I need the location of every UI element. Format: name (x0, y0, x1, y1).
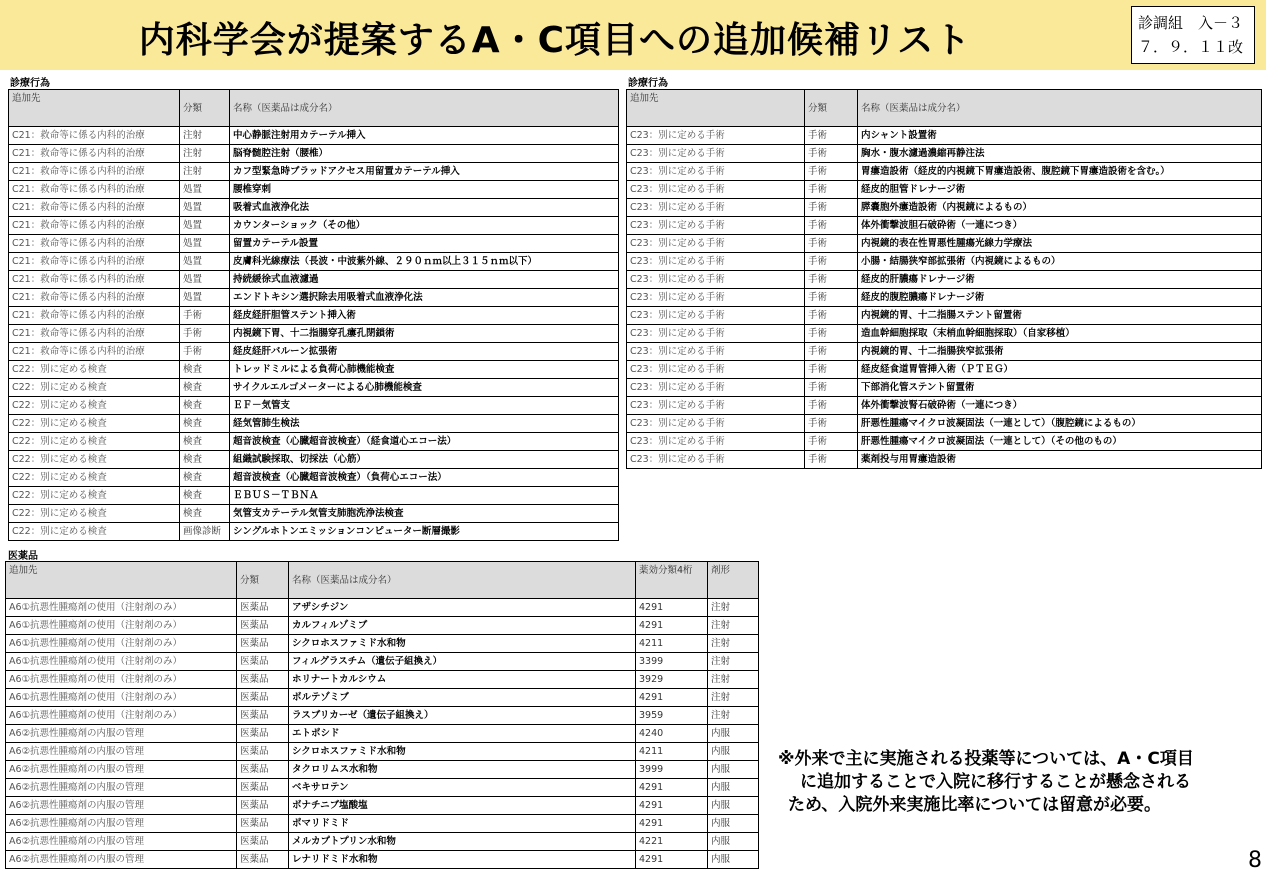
table-row (6, 833, 759, 851)
cell-destination: C23：別に定める手術 (627, 325, 805, 343)
cell-destination: A6①抗悪性腫瘍剤の使用（注射剤のみ） (6, 599, 237, 617)
cell-efficacy-code: 4240 (636, 725, 708, 743)
caution-note (778, 748, 1258, 817)
cell-dosage-form: 内服 (708, 743, 759, 761)
cell-name: エンドトキシン選択除去用吸着式血液浄化法 (230, 289, 619, 307)
header-efficacy-code: 薬効分類4桁 (636, 562, 708, 599)
cell-destination: C23：別に定める手術 (627, 307, 805, 325)
cell-dosage-form: 内服 (708, 761, 759, 779)
cell-category: 手術 (805, 217, 858, 235)
cell-category: 手術 (180, 343, 230, 361)
cell-efficacy-code: 4291 (636, 779, 708, 797)
cell-destination: A6①抗悪性腫瘍剤の使用（注射剤のみ） (6, 689, 237, 707)
table-row (6, 599, 759, 617)
table-row (6, 635, 759, 653)
cell-category: 手術 (805, 271, 858, 289)
note-line-1: ※外来で主に実施される投薬等については、A・C項目 (778, 749, 1194, 769)
table-row (627, 289, 1262, 307)
cell-category: 手術 (805, 415, 858, 433)
stamp-line-1: 診調組 入－３ (1138, 14, 1244, 32)
cell-category: 手術 (180, 325, 230, 343)
header-destination: 追加先 (9, 90, 180, 127)
table-row (9, 145, 619, 163)
cell-name: エトポシド (289, 725, 636, 743)
cell-destination: C23：別に定める手術 (627, 343, 805, 361)
page-number: 8 (1248, 848, 1262, 873)
cell-destination: C23：別に定める手術 (627, 379, 805, 397)
cell-category: 手術 (805, 451, 858, 469)
cell-name: 内視鏡的胃、十二指腸狭窄拡張術 (858, 343, 1262, 361)
table-row (627, 433, 1262, 451)
cell-destination: C21：救命等に係る内科的治療 (9, 127, 180, 145)
cell-destination: C23：別に定める手術 (627, 271, 805, 289)
table-row (627, 343, 1262, 361)
table-row (627, 451, 1262, 469)
cell-category: 検査 (180, 361, 230, 379)
cell-category: 医薬品 (237, 779, 289, 797)
cell-destination: A6②抗悪性腫瘍剤の内服の管理 (6, 761, 237, 779)
note-line-2: に追加することで入院に移行することが懸念される (800, 772, 1191, 792)
cell-destination: C23：別に定める手術 (627, 199, 805, 217)
cell-category: 手術 (805, 379, 858, 397)
cell-dosage-form: 内服 (708, 779, 759, 797)
cell-destination: A6①抗悪性腫瘍剤の使用（注射剤のみ） (6, 653, 237, 671)
cell-name: 超音波検査（心臓超音波検査）（経食道心エコー法） (230, 433, 619, 451)
header-destination: 追加先 (627, 90, 805, 127)
cell-category: 手術 (805, 199, 858, 217)
cell-destination: A6②抗悪性腫瘍剤の内服の管理 (6, 851, 237, 869)
cell-destination: C22：別に定める検査 (9, 397, 180, 415)
cell-destination: C22：別に定める検査 (9, 361, 180, 379)
cell-efficacy-code: 4291 (636, 815, 708, 833)
cell-category: 検査 (180, 379, 230, 397)
cell-category: 手術 (805, 361, 858, 379)
cell-name: 吸着式血液浄化法 (230, 199, 619, 217)
cell-dosage-form: 内服 (708, 851, 759, 869)
cell-destination: A6②抗悪性腫瘍剤の内服の管理 (6, 725, 237, 743)
table-row (627, 415, 1262, 433)
cell-category: 処置 (180, 289, 230, 307)
cell-name: 造血幹細胞採取（末梢血幹細胞採取）（自家移植） (858, 325, 1262, 343)
table-row (6, 707, 759, 725)
cell-destination: C23：別に定める手術 (627, 397, 805, 415)
table-row (6, 653, 759, 671)
cell-destination: C23：別に定める手術 (627, 235, 805, 253)
cell-destination: A6①抗悪性腫瘍剤の使用（注射剤のみ） (6, 635, 237, 653)
cell-category: 手術 (805, 163, 858, 181)
cell-name: ＥＦ－気管支 (230, 397, 619, 415)
table-row (9, 163, 619, 181)
header-name: 名称（医薬品は成分名） (289, 562, 636, 599)
cell-category: 処置 (180, 199, 230, 217)
cell-destination: C21：救命等に係る内科的治療 (9, 217, 180, 235)
cell-name: 薬剤投与用胃瘻造設術 (858, 451, 1262, 469)
cell-destination: C22：別に定める検査 (9, 415, 180, 433)
cell-name: 経皮経食道胃管挿入術（ＰＴＥＧ） (858, 361, 1262, 379)
right-table-body (627, 127, 1262, 469)
cell-category: 手術 (805, 397, 858, 415)
cell-category: 医薬品 (237, 707, 289, 725)
cell-name: カウンターショック（その他） (230, 217, 619, 235)
cell-name: ホリナートカルシウム (289, 671, 636, 689)
cell-category: 手術 (180, 307, 230, 325)
table-row (9, 199, 619, 217)
cell-category: 手術 (805, 307, 858, 325)
cell-name: ボナチニブ塩酸塩 (289, 797, 636, 815)
cell-name: 脳脊髄腔注射（腰椎） (230, 145, 619, 163)
cell-destination: C22：別に定める検査 (9, 523, 180, 541)
cell-destination: C23：別に定める手術 (627, 217, 805, 235)
table-row (9, 217, 619, 235)
table-row (6, 725, 759, 743)
table-row (9, 433, 619, 451)
cell-destination: C21：救命等に係る内科的治療 (9, 325, 180, 343)
table-row (9, 523, 619, 541)
table-row (6, 743, 759, 761)
drug-section-label: 医薬品 (8, 551, 38, 562)
table-row (627, 127, 1262, 145)
cell-destination: C21：救命等に係る内科的治療 (9, 307, 180, 325)
cell-name: シングルホトンエミッションコンピューター断層撮影 (230, 523, 619, 541)
cell-category: 検査 (180, 397, 230, 415)
cell-name: ＥＢＵＳ－ＴＢＮＡ (230, 487, 619, 505)
table-row (6, 851, 759, 869)
cell-name: シクロホスファミド水和物 (289, 635, 636, 653)
cell-efficacy-code: 4221 (636, 833, 708, 851)
cell-category: 検査 (180, 487, 230, 505)
cell-dosage-form: 内服 (708, 797, 759, 815)
cell-destination: C21：救命等に係る内科的治療 (9, 145, 180, 163)
cell-destination: C23：別に定める手術 (627, 433, 805, 451)
cell-destination: C21：救命等に係る内科的治療 (9, 271, 180, 289)
cell-destination: A6②抗悪性腫瘍剤の内服の管理 (6, 797, 237, 815)
cell-name: トレッドミルによる負荷心肺機能検査 (230, 361, 619, 379)
table-row (627, 235, 1262, 253)
cell-category: 注射 (180, 145, 230, 163)
cell-name: タクロリムス水和物 (289, 761, 636, 779)
cell-name: 内視鏡的表在性胃悪性腫瘍光線力学療法 (858, 235, 1262, 253)
cell-dosage-form: 注射 (708, 617, 759, 635)
cell-category: 医薬品 (237, 761, 289, 779)
cell-name: 内シャント設置術 (858, 127, 1262, 145)
cell-category: 手術 (805, 433, 858, 451)
cell-destination: C23：別に定める手術 (627, 361, 805, 379)
cell-category: 検査 (180, 415, 230, 433)
cell-efficacy-code: 4291 (636, 689, 708, 707)
table-row (627, 361, 1262, 379)
cell-name: 肝悪性腫瘍マイクロ波凝固法（一連として）（腹腔鏡によるもの） (858, 415, 1262, 433)
table-row (9, 325, 619, 343)
cell-name: 膵嚢胞外瘻造設術（内視鏡によるもの） (858, 199, 1262, 217)
table-row (627, 145, 1262, 163)
cell-category: 注射 (180, 163, 230, 181)
table-row (627, 379, 1262, 397)
cell-name: メルカプトプリン水和物 (289, 833, 636, 851)
cell-destination: A6②抗悪性腫瘍剤の内服の管理 (6, 815, 237, 833)
cell-efficacy-code: 4211 (636, 743, 708, 761)
table-row (9, 253, 619, 271)
document-stamp (1131, 6, 1255, 64)
cell-category: 医薬品 (237, 815, 289, 833)
cell-category: 医薬品 (237, 653, 289, 671)
table-row (627, 163, 1262, 181)
table-row (6, 671, 759, 689)
stamp-line-2: ７．９．１１改 (1138, 38, 1244, 56)
cell-category: 処置 (180, 181, 230, 199)
header-name: 名称（医薬品は成分名） (858, 90, 1262, 127)
cell-destination: C21：救命等に係る内科的治療 (9, 343, 180, 361)
cell-category: 画像診断 (180, 523, 230, 541)
cell-category: 手術 (805, 181, 858, 199)
cell-name: 体外衝撃波胆石破砕術（一連につき） (858, 217, 1262, 235)
cell-efficacy-code: 4291 (636, 599, 708, 617)
table-row (627, 325, 1262, 343)
cell-name: シクロホスファミド水和物 (289, 743, 636, 761)
table-row (6, 797, 759, 815)
table-row (9, 343, 619, 361)
cell-destination: C21：救命等に係る内科的治療 (9, 289, 180, 307)
table-row (9, 397, 619, 415)
cell-name: 経皮的腹腔膿瘍ドレナージ術 (858, 289, 1262, 307)
cell-category: 医薬品 (237, 797, 289, 815)
cell-destination: A6②抗悪性腫瘍剤の内服の管理 (6, 743, 237, 761)
drug-table (5, 561, 759, 869)
cell-category: 手術 (805, 289, 858, 307)
cell-category: 処置 (180, 217, 230, 235)
cell-category: 手術 (805, 253, 858, 271)
cell-destination: C23：別に定める手術 (627, 181, 805, 199)
table-row (627, 307, 1262, 325)
table-row (6, 761, 759, 779)
cell-destination: C21：救命等に係る内科的治療 (9, 163, 180, 181)
cell-destination: A6①抗悪性腫瘍剤の使用（注射剤のみ） (6, 671, 237, 689)
cell-category: 処置 (180, 235, 230, 253)
table-row (6, 815, 759, 833)
cell-destination: C21：救命等に係る内科的治療 (9, 181, 180, 199)
cell-destination: A6②抗悪性腫瘍剤の内服の管理 (6, 779, 237, 797)
cell-name: 腰椎穿刺 (230, 181, 619, 199)
cell-category: 検査 (180, 433, 230, 451)
table-row (6, 689, 759, 707)
header-category: 分類 (237, 562, 289, 599)
table-row (6, 779, 759, 797)
cell-name: 気管支カテーテル気管支肺胞洗浄法検査 (230, 505, 619, 523)
table-row (9, 181, 619, 199)
cell-name: カルフィルゾミブ (289, 617, 636, 635)
cell-category: 医薬品 (237, 833, 289, 851)
cell-category: 医薬品 (237, 743, 289, 761)
left-procedure-table (8, 89, 619, 541)
cell-category: 医薬品 (237, 599, 289, 617)
table-row (627, 181, 1262, 199)
page-title: 内科学会が提案するA・C項目への追加候補リスト (138, 20, 972, 61)
cell-name: 超音波検査（心臓超音波検査）（負荷心エコー法） (230, 469, 619, 487)
cell-dosage-form: 内服 (708, 833, 759, 851)
cell-name: ラスブリカーゼ（遺伝子組換え） (289, 707, 636, 725)
cell-dosage-form: 内服 (708, 725, 759, 743)
cell-name: カフ型緊急時ブラッドアクセス用留置カテーテル挿入 (230, 163, 619, 181)
cell-name: ポマリドミド (289, 815, 636, 833)
cell-destination: C22：別に定める検査 (9, 469, 180, 487)
cell-name: 経皮経肝バルーン拡張術 (230, 343, 619, 361)
cell-dosage-form: 注射 (708, 635, 759, 653)
cell-name: 持続緩徐式血液濾過 (230, 271, 619, 289)
table-row (9, 469, 619, 487)
cell-destination: C21：救命等に係る内科的治療 (9, 235, 180, 253)
cell-category: 医薬品 (237, 671, 289, 689)
table-row (627, 253, 1262, 271)
cell-name: サイクルエルゴメーターによる心肺機能検査 (230, 379, 619, 397)
cell-destination: C23：別に定める手術 (627, 451, 805, 469)
left-section-label: 診療行為 (10, 78, 50, 89)
drug-table-body (6, 599, 759, 869)
cell-name: レナリドミド水和物 (289, 851, 636, 869)
cell-name: 下部消化管ステント留置術 (858, 379, 1262, 397)
table-row (9, 505, 619, 523)
cell-destination: C22：別に定める検査 (9, 379, 180, 397)
cell-name: 肝悪性腫瘍マイクロ波凝固法（一連として）（その他のもの） (858, 433, 1262, 451)
table-row (9, 289, 619, 307)
header-edge-strip (1266, 0, 1280, 70)
cell-destination: C21：救命等に係る内科的治療 (9, 199, 180, 217)
cell-name: 経皮的肝膿瘍ドレナージ術 (858, 271, 1262, 289)
cell-name: 経気管肺生検法 (230, 415, 619, 433)
cell-destination: C22：別に定める検査 (9, 487, 180, 505)
table-header-row (6, 562, 759, 599)
cell-name: 胃瘻造設術（経皮的内視鏡下胃瘻造設術、腹腔鏡下胃瘻造設術を含む。） (858, 163, 1262, 181)
cell-dosage-form: 内服 (708, 815, 759, 833)
table-row (9, 451, 619, 469)
cell-category: 医薬品 (237, 689, 289, 707)
table-row (9, 127, 619, 145)
table-row (9, 415, 619, 433)
cell-dosage-form: 注射 (708, 671, 759, 689)
title-banner (0, 0, 1280, 70)
cell-dosage-form: 注射 (708, 599, 759, 617)
header-category: 分類 (180, 90, 230, 127)
cell-destination: C23：別に定める手術 (627, 145, 805, 163)
cell-category: 医薬品 (237, 635, 289, 653)
header-name: 名称（医薬品は成分名） (230, 90, 619, 127)
cell-destination: A6②抗悪性腫瘍剤の内服の管理 (6, 833, 237, 851)
table-row (9, 379, 619, 397)
cell-destination: C23：別に定める手術 (627, 289, 805, 307)
cell-destination: C22：別に定める検査 (9, 451, 180, 469)
cell-name: アザシチジン (289, 599, 636, 617)
cell-destination: A6①抗悪性腫瘍剤の使用（注射剤のみ） (6, 707, 237, 725)
cell-efficacy-code: 3959 (636, 707, 708, 725)
cell-destination: C23：別に定める手術 (627, 253, 805, 271)
cell-category: 注射 (180, 127, 230, 145)
cell-destination: A6①抗悪性腫瘍剤の使用（注射剤のみ） (6, 617, 237, 635)
cell-efficacy-code: 3999 (636, 761, 708, 779)
table-row (9, 487, 619, 505)
cell-category: 手術 (805, 325, 858, 343)
cell-dosage-form: 注射 (708, 689, 759, 707)
cell-efficacy-code: 4291 (636, 617, 708, 635)
cell-category: 処置 (180, 271, 230, 289)
table-row (9, 271, 619, 289)
cell-name: フィルグラスチム（遺伝子組換え） (289, 653, 636, 671)
table-row (627, 199, 1262, 217)
cell-category: 検査 (180, 451, 230, 469)
table-row (9, 235, 619, 253)
cell-name: 内視鏡下胃、十二指腸穿孔瘻孔閉鎖術 (230, 325, 619, 343)
cell-category: 手術 (805, 145, 858, 163)
cell-name: 小腸・結腸狭窄部拡張術（内視鏡によるもの） (858, 253, 1262, 271)
cell-destination: C23：別に定める手術 (627, 163, 805, 181)
cell-name: 胸水・腹水濾過濃縮再静注法 (858, 145, 1262, 163)
left-table-body (9, 127, 619, 541)
cell-efficacy-code: 4291 (636, 851, 708, 869)
right-procedure-table (626, 89, 1262, 469)
cell-name: 皮膚科光線療法（長波・中波紫外線、２９０ｎｍ以上３１５ｎｍ以下） (230, 253, 619, 271)
cell-destination: C21：救命等に係る内科的治療 (9, 253, 180, 271)
table-header-row (627, 90, 1262, 127)
cell-category: 手術 (805, 343, 858, 361)
cell-name: 経皮経肝胆管ステント挿入術 (230, 307, 619, 325)
table-row (627, 217, 1262, 235)
cell-efficacy-code: 4211 (636, 635, 708, 653)
cell-destination: C23：別に定める手術 (627, 127, 805, 145)
cell-dosage-form: 注射 (708, 707, 759, 725)
table-row (9, 307, 619, 325)
table-row (627, 397, 1262, 415)
header-destination: 追加先 (6, 562, 237, 599)
header-category: 分類 (805, 90, 858, 127)
cell-name: 留置カテーテル設置 (230, 235, 619, 253)
cell-category: 医薬品 (237, 851, 289, 869)
cell-destination: C22：別に定める検査 (9, 433, 180, 451)
cell-category: 医薬品 (237, 617, 289, 635)
cell-name: 経皮的胆管ドレナージ術 (858, 181, 1262, 199)
cell-destination: C22：別に定める検査 (9, 505, 180, 523)
cell-category: 処置 (180, 253, 230, 271)
note-line-3: ため、入院外来実施比率については留意が必要。 (788, 795, 1161, 815)
right-section-label: 診療行為 (628, 78, 668, 89)
cell-name: 組織試験採取、切採法（心筋） (230, 451, 619, 469)
table-row (9, 361, 619, 379)
cell-name: 中心静脈注射用カテーテル挿入 (230, 127, 619, 145)
table-row (627, 271, 1262, 289)
cell-category: 手術 (805, 127, 858, 145)
cell-name: 内視鏡的胃、十二指腸ステント留置術 (858, 307, 1262, 325)
cell-efficacy-code: 3929 (636, 671, 708, 689)
header-dosage-form: 剤形 (708, 562, 759, 599)
table-row (6, 617, 759, 635)
table-header-row (9, 90, 619, 127)
cell-category: 手術 (805, 235, 858, 253)
cell-destination: C23：別に定める手術 (627, 415, 805, 433)
cell-efficacy-code: 4291 (636, 797, 708, 815)
cell-efficacy-code: 3399 (636, 653, 708, 671)
cell-category: 医薬品 (237, 725, 289, 743)
cell-name: 体外衝撃波腎石破砕術（一連につき） (858, 397, 1262, 415)
cell-name: ベキサロテン (289, 779, 636, 797)
cell-category: 検査 (180, 505, 230, 523)
cell-category: 検査 (180, 469, 230, 487)
cell-name: ボルテゾミブ (289, 689, 636, 707)
cell-dosage-form: 注射 (708, 653, 759, 671)
